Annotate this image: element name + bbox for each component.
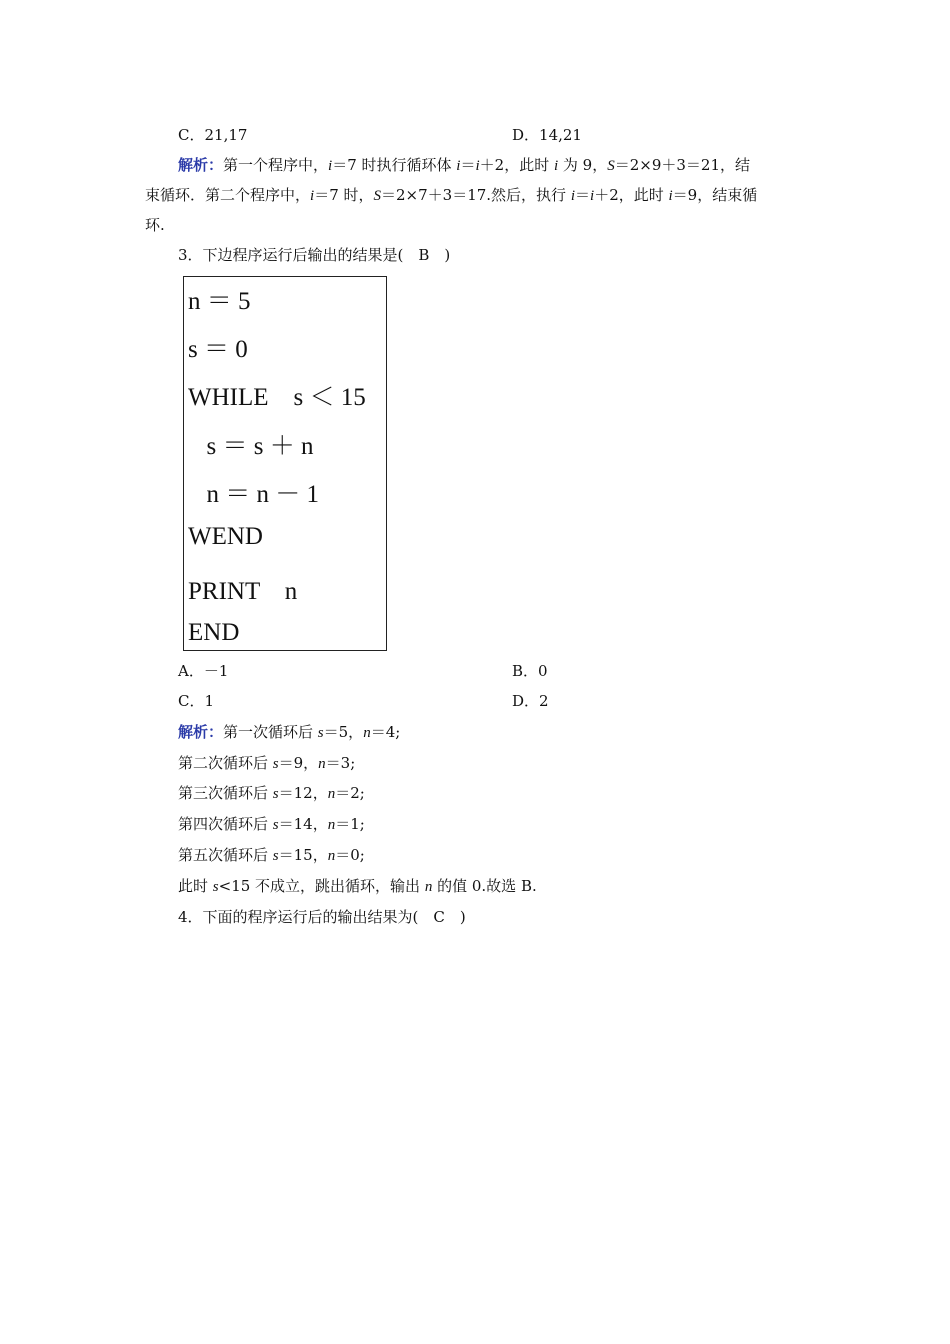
q3-option-d: D．2 — [512, 692, 549, 710]
q3-analysis-line3: 第三次循环后 s＝12，n＝2; — [178, 784, 365, 802]
q3-conclusion: 此时 s<15 不成立，跳出循环，输出 n 的值 0.故选 B. — [178, 877, 537, 895]
analysis-label: 解析： — [178, 723, 224, 741]
code-line: s ＝ 0 — [188, 336, 248, 363]
code-line: n ＝ n － 1 — [194, 481, 320, 508]
q3-option-c: C．1 — [178, 692, 215, 710]
q2-analysis-line2: 束循环．第二个程序中，i＝7 时，S＝2×7＋3＝17.然后，执行 i＝i＋2，此时 i＝9，结束循 — [145, 186, 758, 204]
q3-analysis-line1: 解析：第一次循环后 s＝5，n＝4; — [178, 723, 401, 741]
code-line: n ＝ 5 — [188, 288, 251, 315]
q3-stem: 3．下边程序运行后输出的结果是( B ) — [178, 246, 451, 264]
q3-analysis-line5: 第五次循环后 s＝15，n＝0; — [178, 846, 365, 864]
q3-option-a: A．－1 — [178, 662, 229, 680]
program-code-box — [183, 276, 387, 651]
code-line: PRINT n — [188, 578, 298, 605]
code-line: WHILE s ＜ 15 — [188, 384, 366, 411]
q2-option-d: D．14,21 — [512, 126, 582, 144]
code-line: END — [188, 619, 240, 646]
code-line: s ＝ s ＋ n — [194, 433, 314, 460]
q3-analysis-line2: 第二次循环后 s＝9，n＝3; — [178, 754, 356, 772]
q3-analysis-line4: 第四次循环后 s＝14，n＝1; — [178, 815, 365, 833]
q2-analysis-line3: 环. — [145, 216, 165, 234]
q3-option-b: B．0 — [512, 662, 548, 680]
code-line: WEND — [188, 523, 263, 550]
q4-stem: 4．下面的程序运行后的输出结果为( C ) — [178, 908, 466, 926]
q2-analysis-line1: 解析：第一个程序中，i＝7 时执行循环体 i＝i＋2，此时 i 为 9，S＝2×9＋3＝21，结 — [178, 156, 751, 174]
analysis-label: 解析： — [178, 156, 224, 174]
q2-option-c: C．21,17 — [178, 126, 248, 144]
